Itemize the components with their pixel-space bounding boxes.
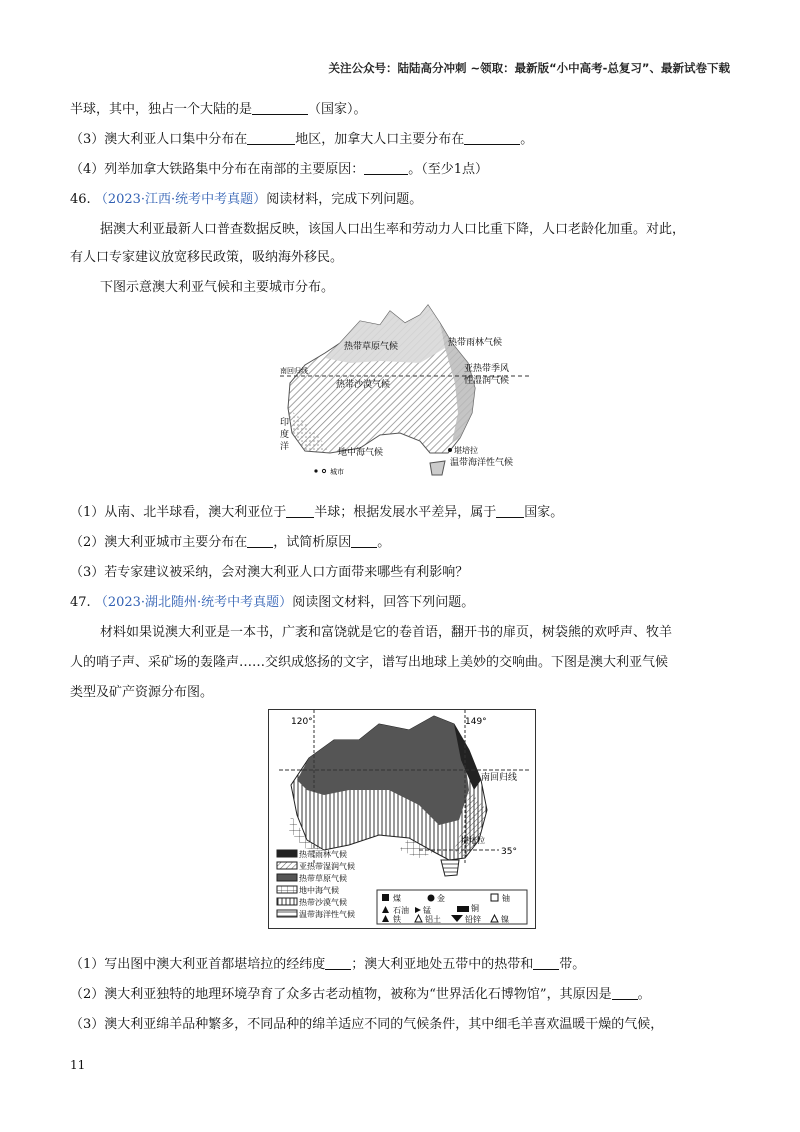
legend-city-label: 城市: [330, 468, 344, 476]
text-line: （2）澳大利亚独特的地理环境孕育了众多古老动植物，被称为“世界活化石博物馆”，其原因是 。: [70, 987, 651, 1002]
label-lat-35: 35°: [501, 847, 517, 857]
label-subtropical-2: 性湿润气候: [464, 376, 510, 386]
paragraph: 下图示意澳大利亚气候和主要城市分布。: [100, 280, 335, 295]
text-line: （3）澳大利亚人口集中分布在 地区，加拿大人口主要分布在 。: [70, 132, 534, 147]
label-canberra: 堪培拉: [461, 836, 485, 845]
svg-text:铜: 铜: [471, 904, 479, 913]
svg-text:铀: 铀: [502, 894, 510, 903]
svg-text:亚热带湿润气候: 亚热带湿润气候: [299, 862, 355, 871]
paragraph: 材料如果说澳大利亚是一本书，广袤和富饶就是它的卷首语，翻开书的扉页，树袋熊的欢呼声、牧羊: [100, 625, 673, 640]
climate-legend: [277, 849, 355, 919]
answer-blank[interactable]: [286, 503, 314, 518]
svg-text:铅锌: 铅锌: [465, 915, 481, 924]
answer-blank[interactable]: [364, 160, 408, 175]
label-tropic: 南回归线: [481, 773, 518, 783]
label-lon-149: 149°: [465, 717, 487, 727]
svg-text:铝土: 铝土: [425, 915, 441, 924]
city-dot: [448, 448, 452, 452]
text-line: （2）澳大利亚城市主要分布在 ，试简析原因 。: [70, 535, 391, 550]
source-link[interactable]: （2023·湖北随州·统考中考真题）: [94, 595, 293, 610]
svg-text:铁: 铁: [393, 915, 401, 924]
answer-blank[interactable]: [247, 130, 295, 145]
australia-climate-mineral-map: [268, 709, 536, 929]
paragraph: 有人口专家建议放宽移民政策，吸纳海外移民。: [70, 250, 344, 265]
label-ocean-2: 度: [280, 430, 290, 440]
label-rainforest: 热带雨林气候: [448, 338, 503, 348]
label-ocean-3: 洋: [280, 442, 290, 452]
label-ocean-1: 印: [280, 418, 290, 428]
label-tropic: 南回归线: [280, 367, 308, 375]
legend-city-circle: [322, 469, 325, 472]
svg-text:镍: 镍: [501, 915, 509, 924]
australia-climate-map: [280, 303, 530, 481]
text-line: （1）从南、北半球看，澳大利亚位于 半球；根据发展水平差异，属于 国家。: [70, 505, 564, 520]
answer-blank[interactable]: [252, 100, 308, 115]
svg-text:金: 金: [437, 894, 445, 903]
text-line: （4）列举加拿大铁路集中分布在南部的主要原因： 。（至少1点）: [70, 162, 489, 177]
question-47: 47. （2023·湖北随州·统考中考真题）阅读图文材料，回答下列问题。: [70, 595, 475, 610]
paragraph: 据澳大利亚最新人口普查数据反映，该国人口出生率和劳动力人口比重下降，人口老龄化加重。对此，: [100, 222, 686, 237]
answer-blank[interactable]: [612, 985, 638, 1000]
label-lon-120: 120°: [291, 717, 313, 727]
page-number: 11: [70, 1058, 86, 1072]
label-canberra: 堪培拉: [454, 446, 478, 455]
svg-text:热带草原气候: 热带草原气候: [299, 874, 347, 883]
label-desert: 热带沙漠气候: [336, 380, 391, 390]
mineral-legend: [377, 890, 527, 924]
label-mediterranean: 地中海气候: [338, 448, 384, 458]
answer-blank[interactable]: [464, 130, 520, 145]
answer-blank[interactable]: [496, 503, 524, 518]
label-savanna: 热带草原气候: [344, 342, 399, 352]
text-line: 半球，其中，独占一个大陆的是 （国家）。: [70, 102, 367, 117]
paragraph: 类型及矿产资源分布图。: [70, 685, 214, 700]
svg-text:热带沙漠气候: 热带沙漠气候: [299, 898, 347, 907]
page-header: 关注公众号：陆陆高分冲刺 ~领取：最新版“小中高考-总复习”、最新试卷下载: [328, 61, 730, 75]
svg-text:煤: 煤: [393, 894, 401, 903]
label-subtropical-1: 亚热带季风: [464, 364, 510, 374]
svg-text:温带海洋性气候: 温带海洋性气候: [299, 910, 355, 919]
text-line: （3）若专家建议被采纳，会对澳大利亚人口方面带来哪些有利影响？: [70, 565, 469, 580]
text-line: （1）写出图中澳大利亚首都堪培拉的经纬度 ；澳大利亚地处五带中的热带和 带。: [70, 957, 586, 972]
answer-blank[interactable]: [325, 955, 351, 970]
text-line: （3）澳大利亚绵羊品种繁多，不同品种的绵羊适应不同的气候条件，其中细毛羊喜欢温暖干燥的气候，: [70, 1017, 664, 1032]
source-link[interactable]: （2023·江西·统考中考真题）: [94, 192, 267, 207]
svg-text:锰: 锰: [423, 906, 431, 915]
answer-blank[interactable]: [533, 955, 559, 970]
answer-blank[interactable]: [351, 533, 377, 548]
question-46: 46. （2023·江西·统考中考真题）阅读材料，完成下列问题。: [70, 192, 423, 207]
svg-text:热带雨林气候: 热带雨林气候: [299, 850, 347, 859]
label-temperate: 温带海洋性气候: [450, 458, 514, 468]
svg-text:地中海气候: 地中海气候: [299, 886, 339, 895]
legend-city-dot: [314, 469, 317, 472]
paragraph: 人的哨子声、采矿场的轰隆声……交织成悠扬的文字，谱写出地球上美妙的交响曲。下图是澳大利亚气候: [70, 655, 669, 670]
svg-text:石油: 石油: [393, 906, 409, 915]
answer-blank[interactable]: [247, 533, 273, 548]
